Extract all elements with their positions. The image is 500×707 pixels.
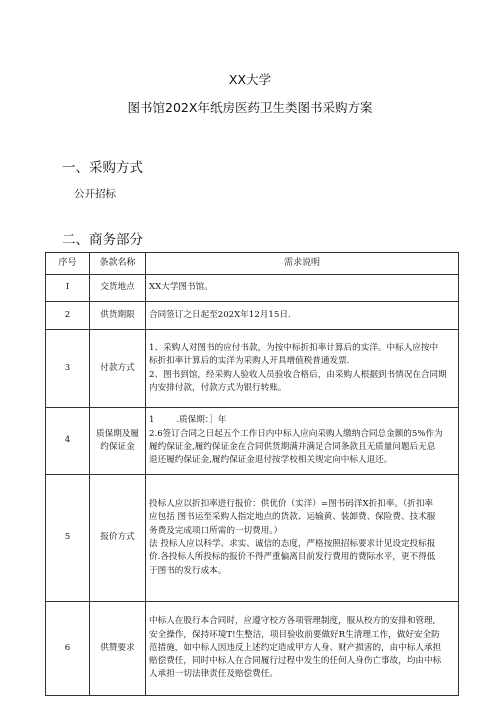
description-line: 人承担一切法律责任及赔偿费任。 [149, 669, 278, 680]
description-line: 应包括 图书运至采购人指定地点的货款、运输黄、装卸费、保险费、技术服 [149, 512, 436, 523]
description-line: 标折扣率计算后的实洋为采购人开具增值税普通发票. [149, 356, 350, 367]
description-line: 内安排付款，付款方式为银行转账。 [149, 382, 287, 393]
row-number: 6 [46, 602, 90, 696]
description-line: 法 投标人应以科学、求实、诚信的态度，严格按照招标要求计见设定投标报 [149, 539, 436, 549]
term-name: 质保期及履约保证金 [90, 408, 146, 475]
description-line: 中标人在股行本合同时，应遵守校方各项管理制度，服从校方的安排和管理, [149, 616, 436, 627]
procurement-method-text: 公开招标 [74, 188, 116, 200]
header-cell-name: 条款名称 [90, 253, 146, 275]
description-line: 1、采购人对图书的应付书款，为按中标折扣率计算后的实洋。中标人应按中 [149, 342, 439, 353]
description-line: XX大学图书馆。 [149, 282, 213, 293]
description-line: 2、图书到馆，经采购人验收人员验收合格后，由采购人根据到书情况在合同期 [149, 369, 447, 380]
term-name: 供货期限 [90, 302, 146, 330]
business-terms-table [45, 252, 459, 696]
term-name: 供赞要求 [90, 602, 146, 696]
description-line: 投标人应以折扣率进行报价：供优价（实洋）=图书码洋X折扣率。（折扣率 [149, 499, 434, 510]
description-line: 务费及完成项口所需的一切费用。） [149, 525, 283, 536]
description-line: 1 .质保期：］年 [149, 415, 227, 426]
row-number: 5 [46, 475, 90, 602]
term-description [146, 408, 459, 475]
table-row [46, 602, 459, 696]
term-description [146, 602, 459, 696]
description-line: 价.各投标人所投标的报价不得严重偏离目前发行费用的费际水平，更不得低 [149, 552, 436, 563]
table-row [46, 330, 459, 408]
term-description [146, 330, 459, 408]
description-line: 安全操作，保持环境T!生整洁，项目验收前要做好R生清理工作，做好安全防 [149, 629, 440, 640]
description-line: 赔偿费任，同时中标人在合同履行过程中发生的任何人身伤亡事故，均由中标 [149, 656, 442, 667]
row-number: 3 [46, 330, 90, 408]
term-description [146, 475, 459, 602]
header-cell-desc: 需求说明 [146, 253, 459, 275]
row-number: I [46, 275, 90, 302]
header-cell-no: 序号 [46, 253, 90, 275]
section-heading-procurement-method: 一、采购方式 [62, 160, 143, 176]
term-description [146, 302, 459, 330]
table-row [46, 475, 459, 602]
description-line: 于图书的发行成本。 [149, 565, 227, 576]
table-header-row [46, 253, 459, 275]
table-row [46, 302, 459, 330]
document-title: 图书馆202X年纸房医药卫生类图书采购方案 [127, 100, 373, 115]
section-heading-business: 二、商务部分 [62, 232, 143, 248]
university-name: XX大学 [228, 72, 272, 87]
table-row [46, 275, 459, 302]
table-row [46, 408, 459, 475]
term-name: 付款方式 [90, 330, 146, 408]
description-line: 合同签订之日起至202X年12月15日. [149, 309, 291, 320]
term-description [146, 275, 459, 302]
row-number: 2 [46, 302, 90, 330]
description-line: 2.6签订合同之日起五个工作日内中标人应向采购人缴纳合同总金额的5%作为 [149, 428, 443, 439]
description-line: 范措施，如中标人因违反上述约定造成甲方人身、财产损害的，由中标人承担 [149, 642, 442, 653]
row-number: 4 [46, 408, 90, 475]
term-name: 交货地点 [90, 275, 146, 302]
description-line: 履约保证金,履约保证金在合同供货期满并满足合同条款且无质量问题后无息 [149, 442, 436, 452]
term-name: 报价方式 [90, 475, 146, 602]
description-line: 退还履约保证金,履约保证金退付按学校相关规定向中标人退还。 [149, 455, 393, 466]
